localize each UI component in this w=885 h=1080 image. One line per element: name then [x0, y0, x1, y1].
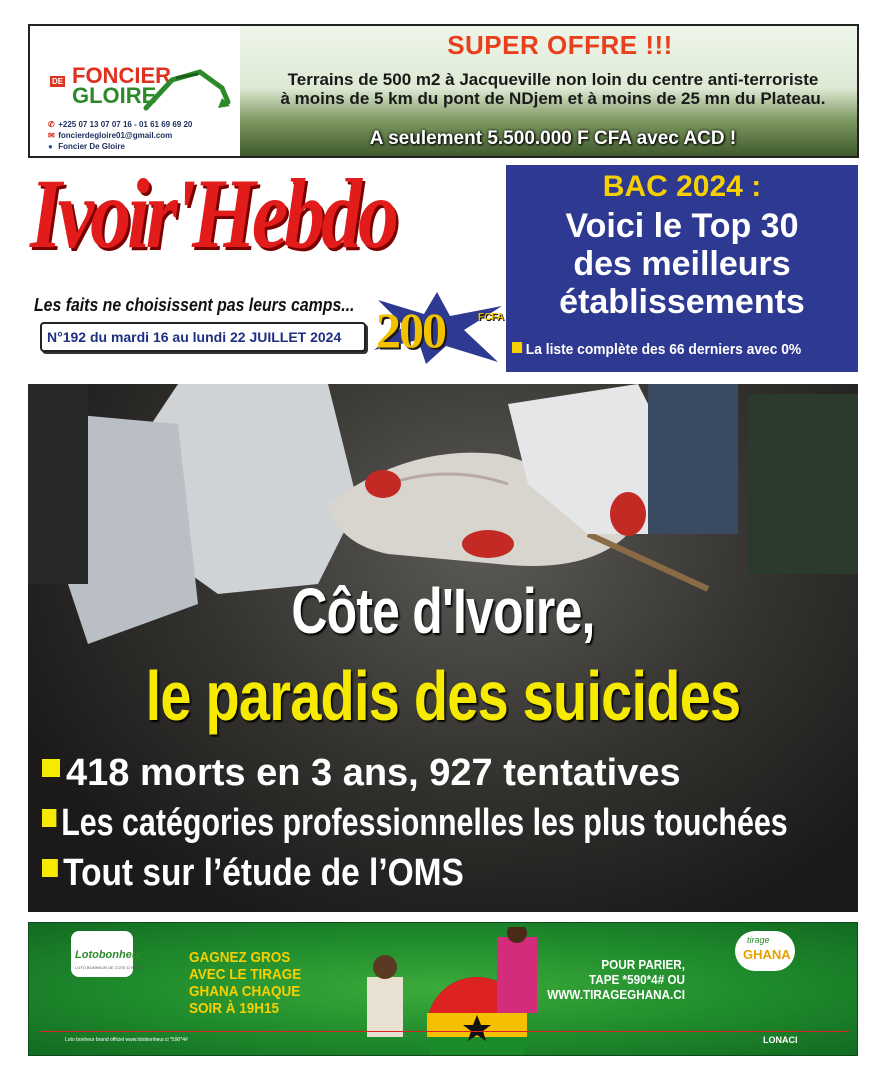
newspaper-tagline: Les faits ne choisissent pas leurs camps... [34, 295, 355, 315]
promo-line: GHANA CHAQUE [189, 983, 301, 1000]
issue-info: N°192 du mardi 16 au lundi 22 JUILLET 2024 [40, 322, 366, 352]
bac-title: BAC 2024 : [602, 170, 762, 203]
bac-line: établissements [559, 283, 805, 321]
ad-disclaimer: Loto bonheur brand officiel www.lotobonheur.ci *590*4# [65, 1037, 188, 1043]
bullet-square-icon [42, 809, 56, 827]
offer-line: à moins de 5 km du pont de NDjem et à moins de 25 mn du Plateau. [280, 89, 826, 108]
ad-bet-instructions [505, 957, 685, 1002]
offer-line: Terrains de 500 m2 à Jacqueville non loin du centre anti-terroriste [287, 70, 819, 89]
promo-line: SOIR À 19H15 [189, 1000, 280, 1017]
headline-line-1: Côte d'Ivoire, [291, 575, 595, 647]
ad-divider [39, 1031, 849, 1032]
lotobonheur-brand: Lotobonheur [75, 949, 143, 961]
bet-link[interactable]: WWW.TIRAGEGHANA.CI [547, 987, 685, 1002]
contact-phone: ✆ +225 07 13 07 07 16 - 01 61 69 69 20 [48, 120, 193, 129]
headline-bullets [42, 752, 858, 902]
lonaci-logo: LONACI [763, 1035, 798, 1045]
newspaper-title: Ivoir'Hebdo [30, 158, 395, 269]
price-value: 200 [376, 302, 445, 358]
top-advertisement[interactable] [28, 24, 859, 158]
contact-facebook: ● Foncier De Gloire [48, 142, 125, 151]
phone-icon: ✆ [48, 120, 55, 129]
bac-2024-teaser[interactable] [506, 165, 858, 372]
mail-icon: ✉ [48, 131, 55, 140]
logo-de-badge: DE [52, 77, 64, 86]
headline-bullet: Les catégories professionnelles les plus touchées [42, 802, 788, 852]
headline-line-2: le paradis des suicides [145, 657, 741, 735]
promo-line: GAGNEZ GROS [189, 949, 291, 966]
offer-description [248, 70, 858, 108]
ad-contacts [48, 119, 192, 152]
bet-line: TAPE *590*4# OU [588, 972, 685, 987]
contact-email: ✉ foncierdegloire01@gmail.com [48, 131, 173, 140]
ad-promo-text [189, 949, 301, 1017]
tirage-ghana-brand: GHANA [743, 947, 791, 962]
logo-gloire-text: GLOIRE [72, 83, 157, 108]
headline-bullet: Tout sur l’étude de l’OMS [42, 852, 858, 902]
bottom-advertisement[interactable] [28, 922, 858, 1056]
bullet-square-icon [512, 342, 522, 353]
headline-bullet: 418 morts en 3 ans, 927 tentatives [42, 752, 858, 802]
masthead [26, 158, 505, 372]
facebook-icon: ● [48, 142, 53, 151]
price-currency: FCFA [478, 312, 505, 323]
lotobonheur-subtitle: LOTO BONHEUR DE COTE D'IVOIRE [75, 965, 145, 970]
excavator-icon [142, 68, 232, 112]
bullet-square-icon [42, 759, 60, 777]
logo-foncier-text: FONCIER [72, 63, 171, 88]
bac-line: Voici le Top 30 [565, 207, 799, 245]
offer-price: A seulement 5.500.000 F CFA avec ACD ! [369, 128, 737, 149]
offer-title: SUPER OFFRE !!! [447, 30, 673, 60]
bac-line: des meilleurs [573, 245, 791, 283]
bet-line: POUR PARIER, [601, 957, 685, 972]
main-headline-story[interactable] [28, 384, 858, 912]
bac-subline: La liste complète des 66 derniers avec 0% [512, 341, 801, 358]
tirage-ghana-word: tirage [747, 935, 770, 945]
bullet-square-icon [42, 859, 58, 877]
promo-line: AVEC LE TIRAGE [189, 966, 302, 983]
